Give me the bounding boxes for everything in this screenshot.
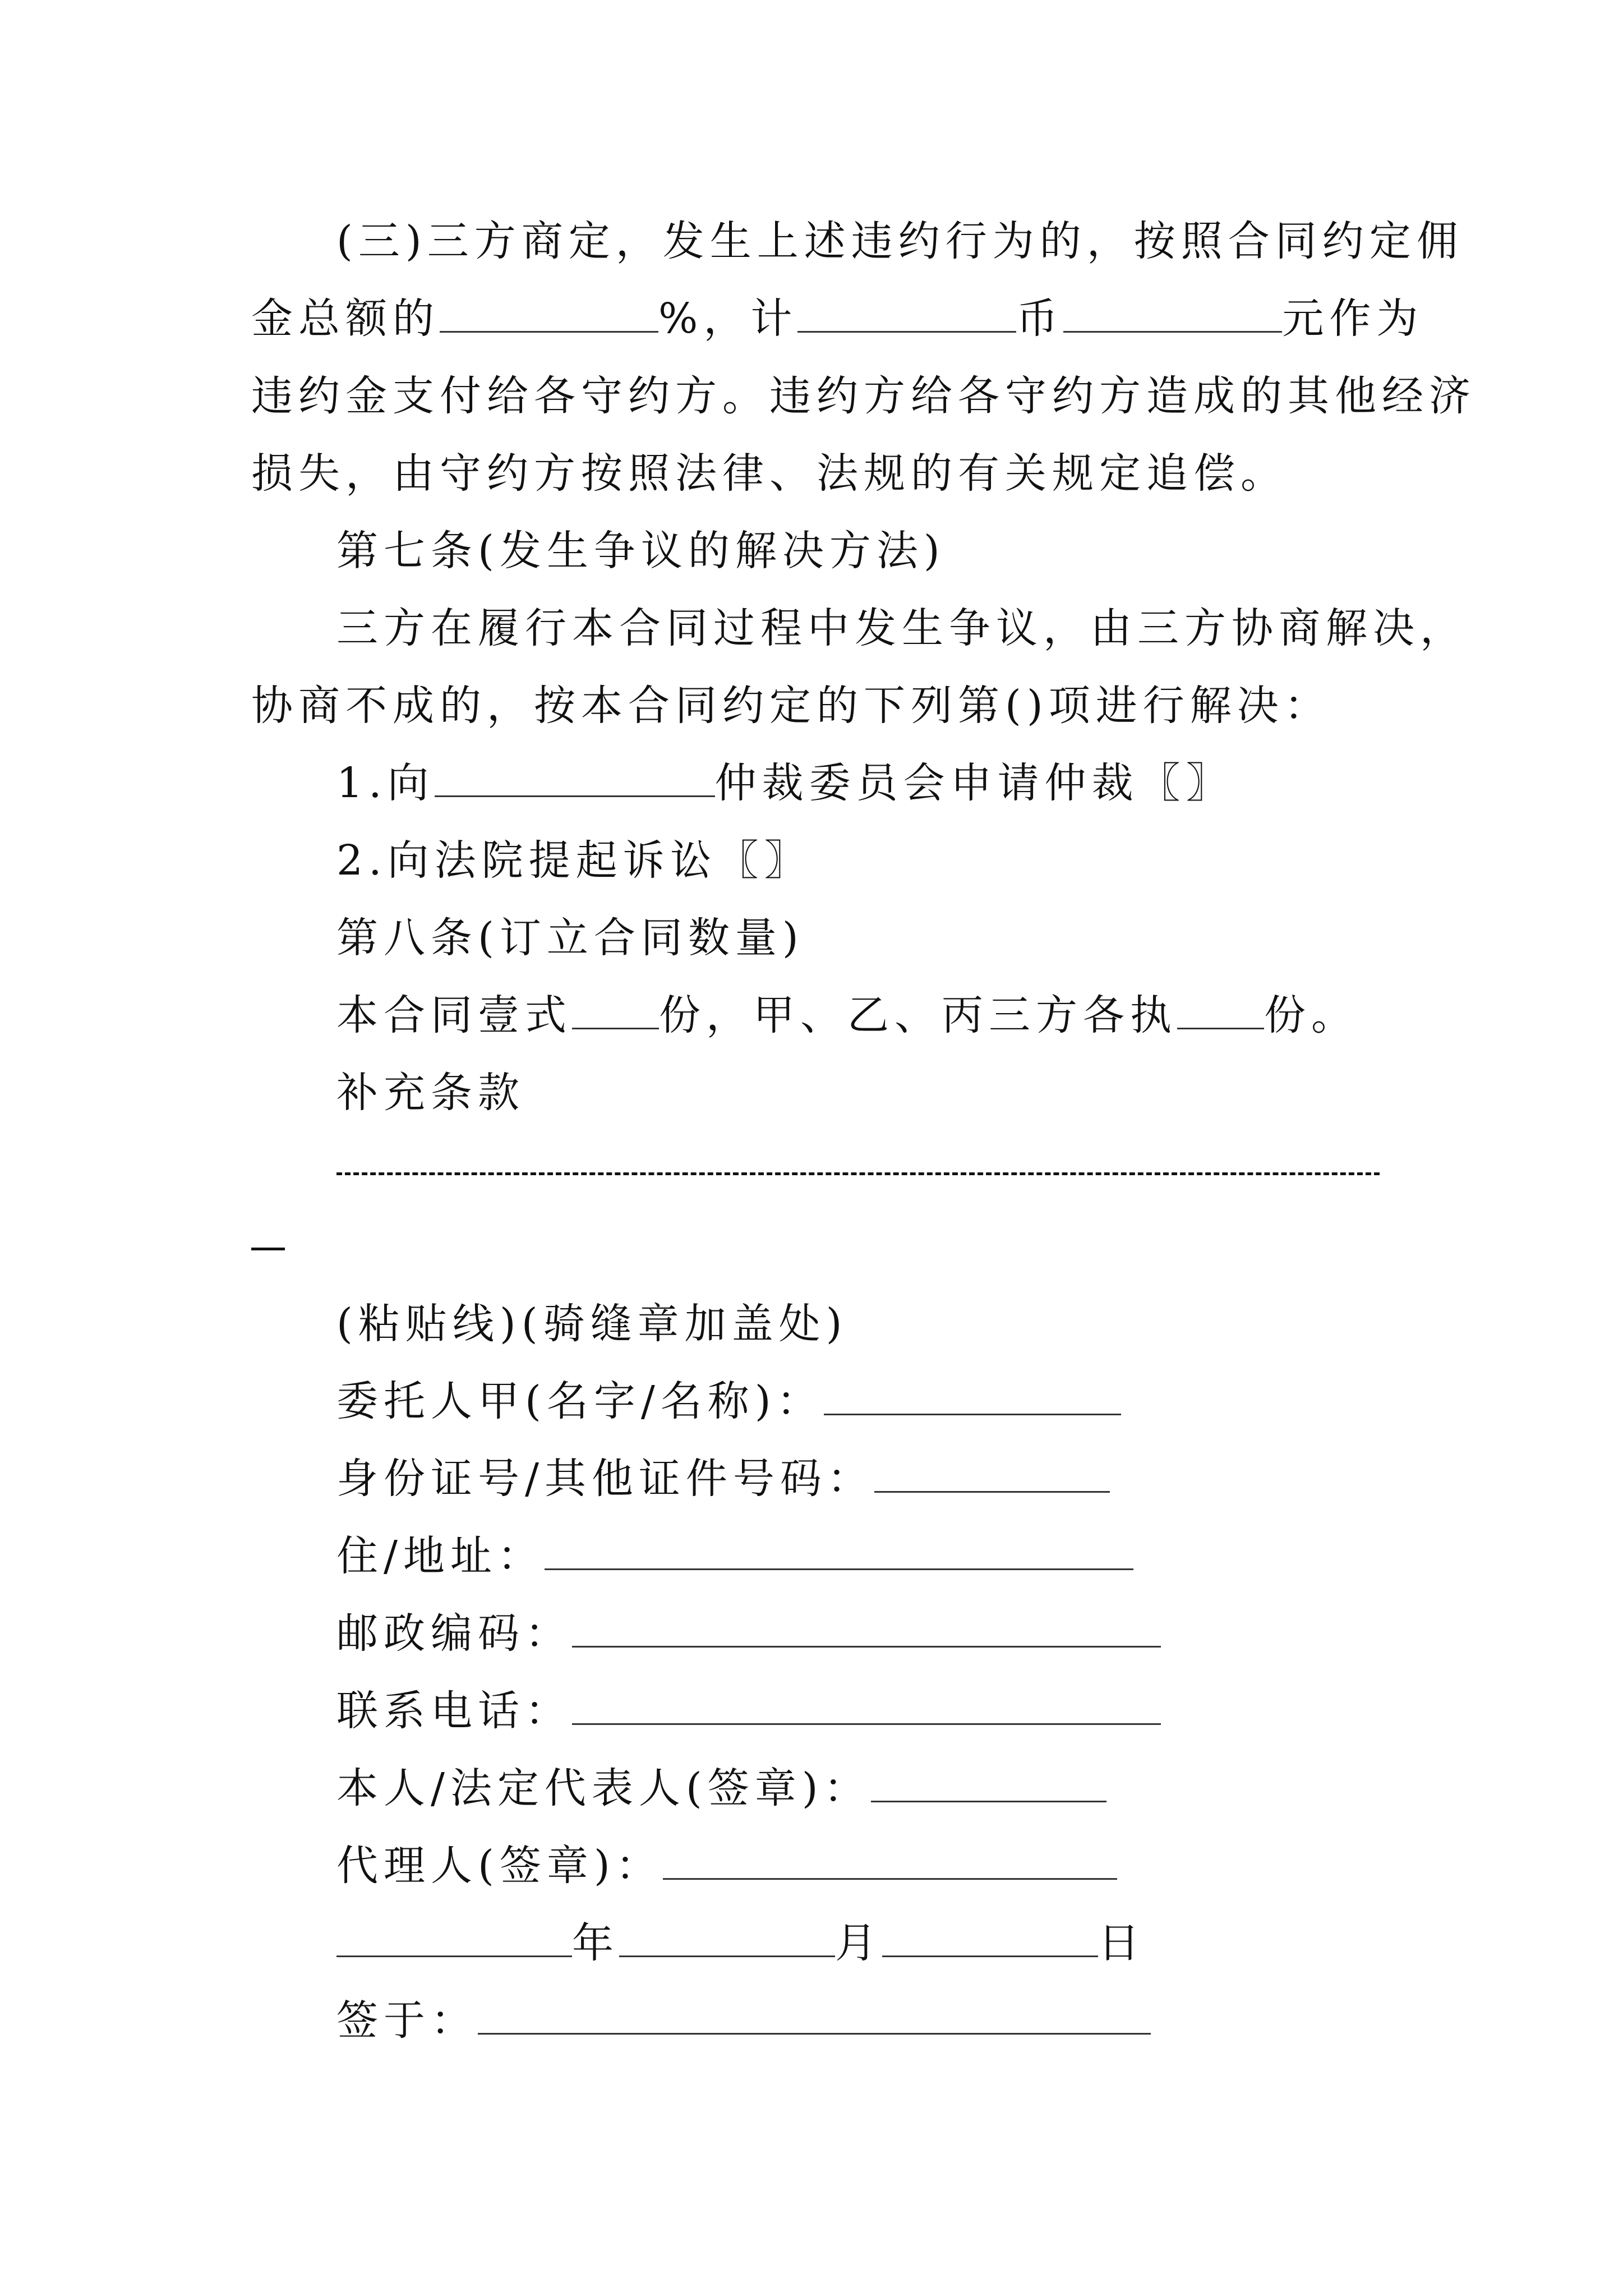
agent-row — [336, 1838, 1117, 1894]
legal-rep-row — [336, 1760, 1106, 1816]
clause-6-3-line-2 — [251, 291, 1423, 347]
postal-code-field[interactable] — [572, 1607, 1161, 1648]
year-label: 年 — [572, 1919, 619, 1967]
day-label: 日 — [1098, 1919, 1145, 1967]
legal-rep-signature-field[interactable] — [871, 1761, 1106, 1802]
paragraph-text: 本合同壹式 — [336, 991, 572, 1039]
amount-blank[interactable] — [797, 292, 1016, 333]
id-number-label: 身份证号/其他证件号码： — [336, 1455, 874, 1503]
arbitration-commission-blank[interactable] — [435, 756, 715, 797]
clause-text: 元作为 — [1282, 295, 1424, 343]
paragraph-text: 份，甲、乙、丙三方各执 — [659, 991, 1177, 1039]
article-heading: 第七条(发生争议的解决方法) — [336, 527, 946, 575]
clause-text: (三)三方商定，发生上述违约行为的，按照合同约定佣 — [336, 217, 1464, 265]
section-heading: 补充条款 — [336, 1069, 525, 1117]
article-7-option-2 — [336, 832, 811, 889]
article-7-paragraph-line-2 — [251, 678, 1331, 734]
supplement-title — [336, 1065, 525, 1121]
client-name-row — [336, 1373, 1121, 1429]
address-field[interactable] — [545, 1529, 1133, 1570]
clause-6-3-line-1 — [336, 213, 1464, 269]
paste-line-label — [336, 1296, 847, 1352]
article-8-text — [336, 987, 1358, 1043]
clause-text: %，计 — [658, 295, 798, 343]
signed-at-field[interactable] — [478, 1994, 1151, 2035]
supplement-dashed-line — [336, 1172, 1380, 1175]
paragraph-text: 三方在履行本合同过程中发生争议，由三方协商解决， — [336, 604, 1467, 652]
clause-text: 币 — [1016, 295, 1064, 343]
client-name-field[interactable] — [824, 1374, 1121, 1415]
clause-6-3-line-3 — [251, 368, 1476, 424]
clause-text: 金总额的 — [251, 295, 440, 343]
copies-each-blank[interactable] — [1177, 988, 1264, 1029]
signed-at-row — [336, 1993, 1151, 2049]
option-text: 1.向 — [336, 759, 435, 807]
paragraph-text: 份。 — [1264, 991, 1358, 1039]
id-number-field[interactable] — [874, 1452, 1110, 1493]
supplement-dashed-line-end — [251, 1248, 285, 1250]
date-row — [336, 1915, 1145, 1971]
legal-rep-label: 本人/法定代表人(签章)： — [336, 1764, 871, 1812]
article-7-title — [336, 523, 946, 579]
agent-label: 代理人(签章)： — [336, 1842, 663, 1890]
day-field[interactable] — [882, 1916, 1098, 1957]
address-row — [336, 1528, 1133, 1584]
address-label: 住/地址： — [336, 1532, 545, 1580]
paragraph-text: 协商不成的，按本合同约定的下列第()项进行解决： — [251, 682, 1331, 730]
phone-label: 联系电话： — [336, 1687, 572, 1735]
clause-text: 违约金支付给各守约方。违约方给各守约方造成的其他经济 — [251, 372, 1476, 420]
phone-row — [336, 1683, 1161, 1739]
phone-field[interactable] — [572, 1684, 1161, 1725]
option-text: 2.向法院提起诉讼〖〗 — [336, 836, 811, 885]
agent-signature-field[interactable] — [663, 1839, 1117, 1880]
currency-amount-blank[interactable] — [1063, 292, 1282, 333]
article-heading: 第八条(订立合同数量) — [336, 914, 804, 962]
postal-code-label: 邮政编码： — [336, 1609, 572, 1658]
month-field[interactable] — [619, 1916, 835, 1957]
id-number-row — [336, 1451, 1110, 1507]
year-field[interactable] — [336, 1916, 572, 1957]
clause-text: 损失，由守约方按照法律、法规的有关规定追偿。 — [251, 449, 1288, 498]
article-7-option-1 — [336, 755, 1233, 811]
month-label: 月 — [835, 1919, 882, 1967]
percentage-blank[interactable] — [440, 292, 658, 333]
article-8-title — [336, 910, 804, 966]
article-7-paragraph-line-1 — [336, 600, 1467, 656]
signed-at-label: 签于： — [336, 1996, 478, 2045]
postal-code-row — [336, 1605, 1161, 1662]
paste-line-text: (粘贴线)(骑缝章加盖处) — [336, 1300, 848, 1348]
client-name-label: 委托人甲(名字/名称)： — [336, 1377, 824, 1425]
total-copies-blank[interactable] — [572, 988, 659, 1029]
option-text: 仲裁委员会申请仲裁〖〗 — [714, 759, 1233, 807]
clause-6-3-line-4 — [251, 445, 1288, 501]
